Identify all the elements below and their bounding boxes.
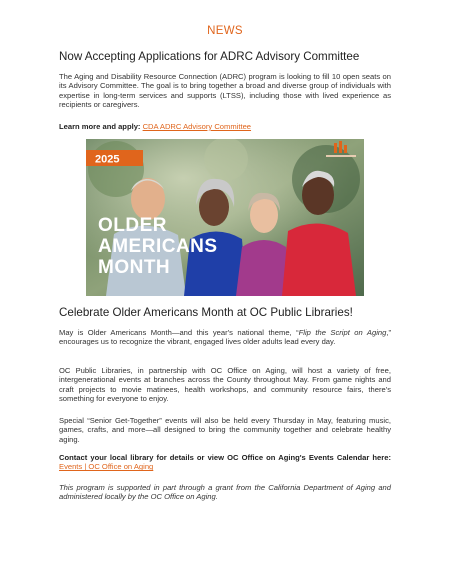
banner-line-3: MONTH (98, 257, 171, 278)
article-body-adrc: The Aging and Disability Resource Connection (ADRC) program is looking to fill 10 open seats on its Advisory Committee. The goal is to bring together a broad and diverse group of individuals with expertise in long-term services and supports (LTSS), including those with lived experience as recipients or caregivers. (59, 72, 391, 110)
p1-theme: Flip the Script on Aging (298, 328, 387, 337)
older-americans-month-banner (86, 139, 364, 296)
banner-year: 2025 (95, 153, 120, 166)
article-p2: OC Public Libraries, in partnership with OC Office on Aging, will host a variety of free, intergenerational events at branches across the County throughout May. From game nights and craft projects to movie matinees, health workshops, and community resource fairs, there's something for everyone to enjoy. (59, 366, 391, 404)
cda-adrc-link[interactable]: CDA ADRC Advisory Committee (142, 122, 252, 131)
section-heading: NEWS (207, 25, 243, 37)
learn-more-label: Learn more and apply: (59, 122, 141, 131)
p1-text-a: May is Older Americans Month—and this year's national theme, “ (59, 328, 299, 337)
article-title-adrc: Now Accepting Applications for ADRC Advisory Committee (59, 50, 360, 63)
banner-line-2: AMERICANS (98, 236, 218, 257)
p1-text-b: ,” encourages us to recognize the vibrant, engaged lives older adults lead every day. (59, 328, 391, 347)
article-title-oam: Celebrate Older Americans Month at OC Public Libraries! (59, 306, 353, 319)
learn-more-line (59, 122, 391, 131)
contact-label: Contact your local library for details or view OC Office on Aging's Events Calendar here: (59, 453, 391, 462)
contact-line (59, 453, 391, 472)
article-p1 (59, 328, 391, 347)
banner-line-1: OLDER (98, 215, 167, 236)
events-calendar-link[interactable]: Events | OC Office on Aging (59, 462, 154, 472)
funding-footnote: This program is supported in part through a grant from the California Department of Aging and administered locally by the OC Office on Aging. (59, 483, 391, 502)
article-p3: Special “Senior Get-Together” events will also be held every Thursday in May, featuring music, games, crafts, and more—all designed to bring the community together and celebrate healthy aging. (59, 416, 391, 444)
